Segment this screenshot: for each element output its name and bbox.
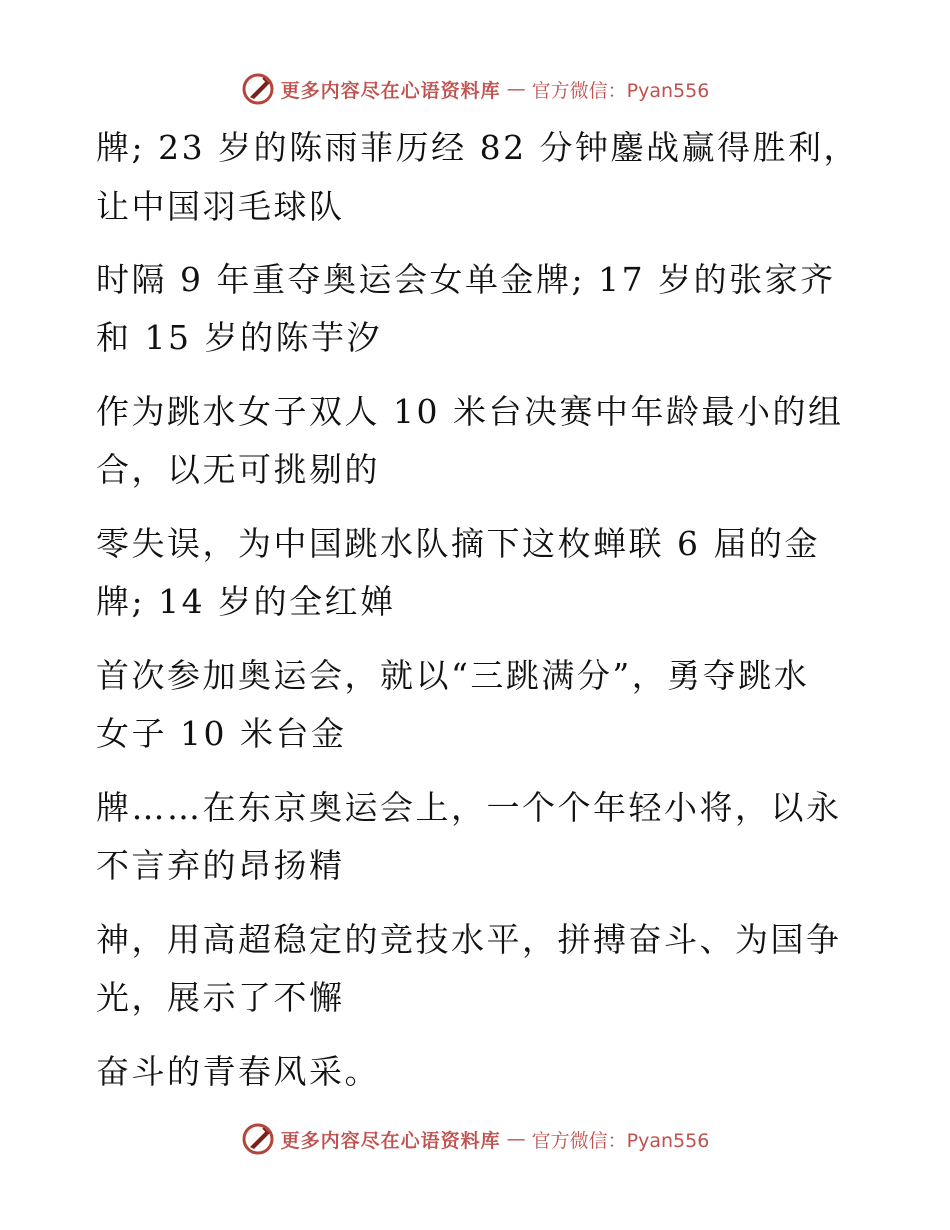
quill-logo-icon — [241, 72, 275, 106]
body-line: 和 15 岁的陈芋汐 — [96, 318, 382, 357]
header-separator: — — [506, 78, 526, 100]
header-contact-text: 官方微信：Pyan556 — [531, 79, 710, 102]
body-line: 让中国羽毛球队 — [96, 187, 345, 226]
header-banner — [0, 72, 950, 106]
quill-logo-icon — [241, 1122, 275, 1156]
header-brand-text: 更多内容尽在心语资料库 — [280, 79, 501, 102]
body-line: 作为跳水女子双人 10 米台决赛中年龄最小的组 — [96, 392, 844, 431]
body-line: 牌; 14 岁的全红婵 — [96, 582, 396, 621]
body-line: 首次参加奥运会，就以“三跳满分”，勇夺跳水 — [96, 656, 810, 695]
body-line: 光，展示了不懈 — [96, 978, 345, 1017]
body-line: 零失误，为中国跳水队摘下这枚蝉联 6 届的金 — [96, 524, 820, 563]
body-line: 不言弃的昂扬精 — [96, 846, 345, 885]
body-line: 奋斗的青春风采。 — [96, 1052, 380, 1091]
body-line: 女子 10 米台金 — [96, 714, 347, 753]
body-line: 合，以无可挑剔的 — [96, 450, 380, 489]
body-line: 牌; 23 岁的陈雨菲历经 82 分钟鏖战赢得胜利， — [96, 128, 860, 167]
body-line: 神，用高超稳定的竞技水平，拼搏奋斗、为国争 — [96, 920, 842, 959]
footer-banner — [0, 1122, 950, 1156]
body-line: 时隔 9 年重夺奥运会女单金牌; 17 岁的张家齐 — [96, 260, 836, 299]
footer-contact-text: 官方微信：Pyan556 — [531, 1129, 710, 1152]
body-line: 牌……在东京奥运会上，一个个年轻小将，以永 — [96, 788, 842, 827]
footer-separator: — — [506, 1128, 526, 1150]
footer-brand-text: 更多内容尽在心语资料库 — [280, 1129, 501, 1152]
